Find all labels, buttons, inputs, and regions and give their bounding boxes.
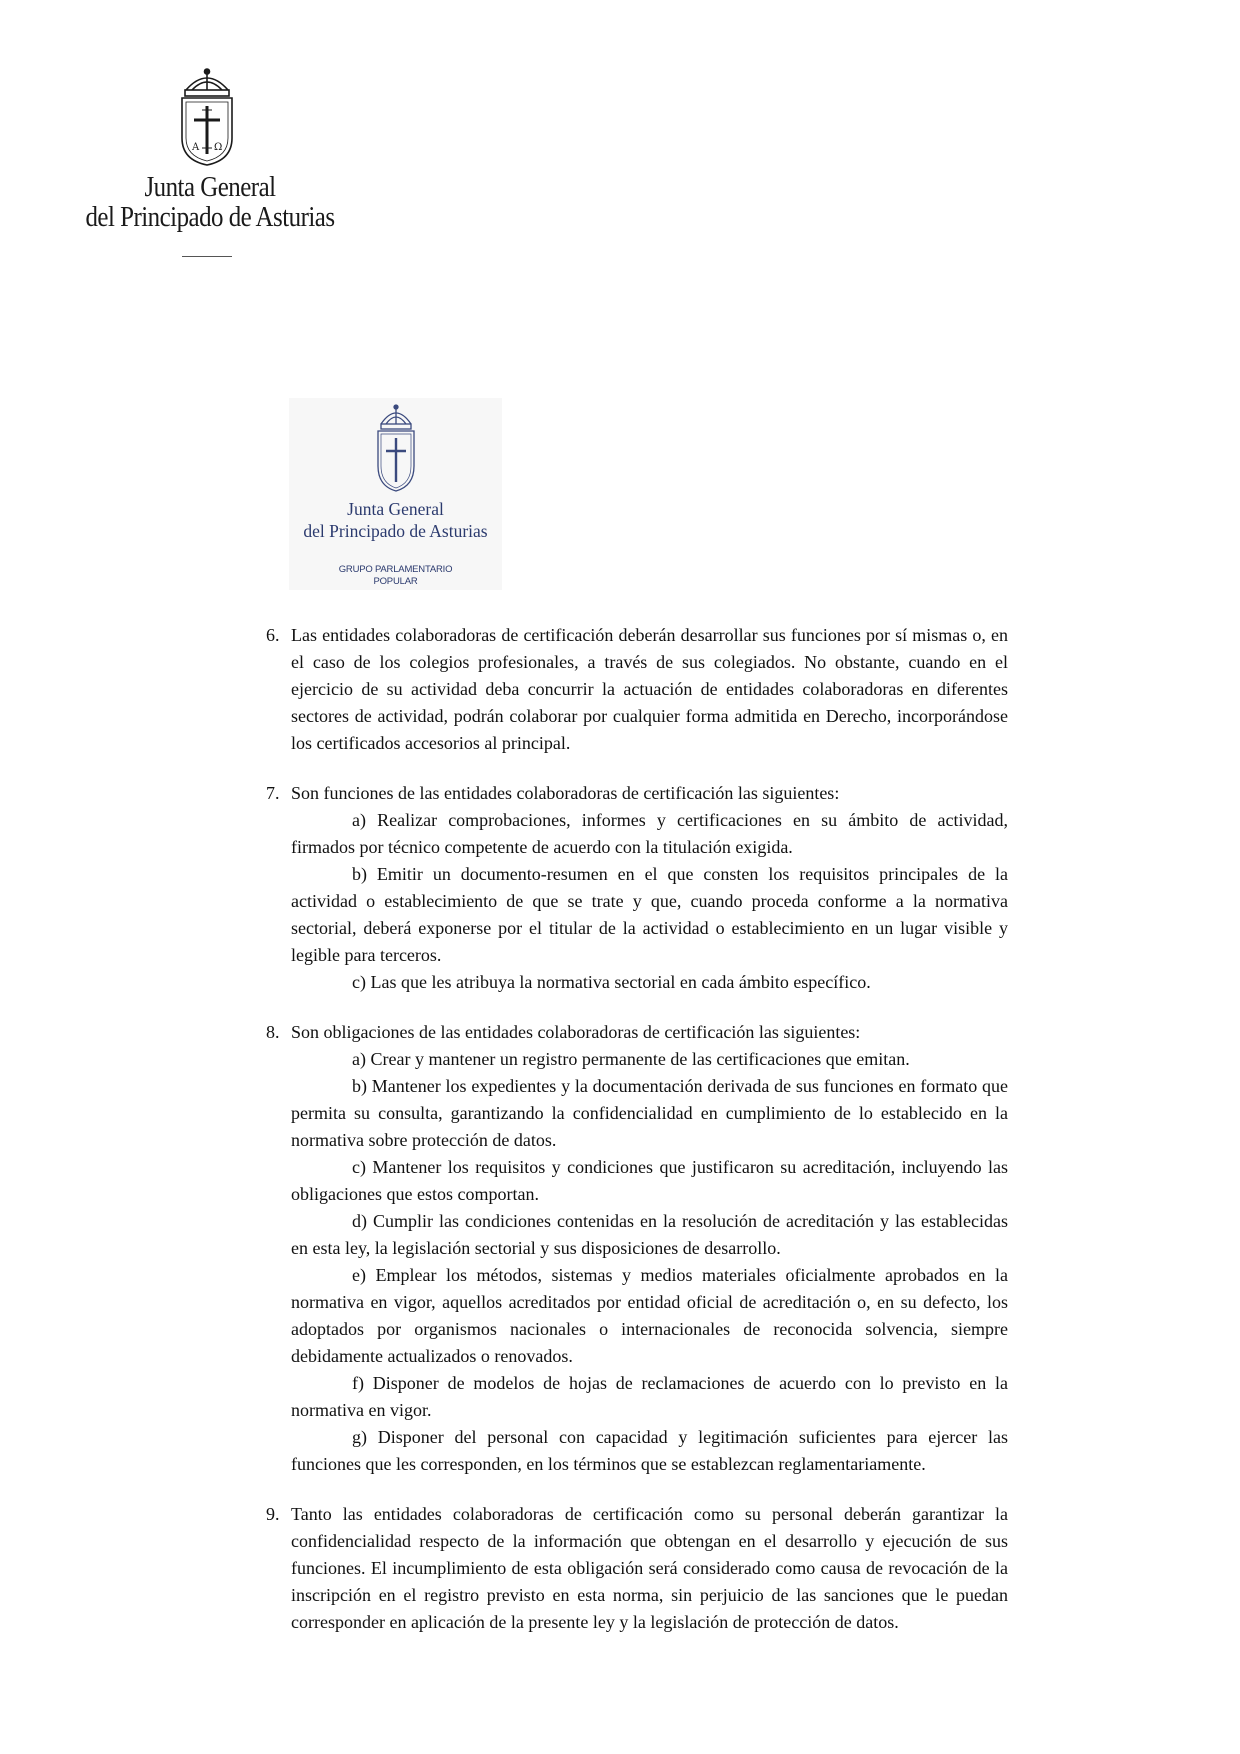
numbered-item-6 bbox=[266, 622, 1008, 757]
subitem-b: b) Mantener los expedientes y la documentación derivada de sus funciones en formato que permita su consulta, garantizando la confidencialidad en cumplimiento de lo establecido en la normativa sobre protección de datos. bbox=[291, 1076, 1008, 1150]
institution-name-line2: del Principado de Asturias bbox=[85, 201, 335, 233]
subitem-d: d) Cumplir las condiciones contenidas en la resolución de acreditación y las establecidas en esta ley, la legislación sectorial y sus disposiciones de desarrollo. bbox=[291, 1211, 1008, 1258]
item-number: 9. bbox=[266, 1504, 280, 1524]
subitem-c: c) Las que les atribuya la normativa sectorial en cada ámbito específico. bbox=[352, 972, 871, 992]
group-subtitle bbox=[289, 564, 502, 588]
svg-text:A: A bbox=[192, 142, 200, 153]
numbered-item-8 bbox=[266, 1019, 1008, 1478]
subitem-b: b) Emitir un documento-resumen en el que consten los requisitos principales de la actividad o establecimiento de que se trate y que, cuando proceda conforme a la normativa sectorial, deberá exponerse por el titular de la actividad o establecimiento en un lugar visible y legible para terceros. bbox=[291, 864, 1008, 965]
item-number: 6. bbox=[266, 625, 280, 645]
group-logo bbox=[289, 398, 502, 590]
document-body bbox=[266, 622, 1008, 1636]
numbered-item-9 bbox=[266, 1501, 1008, 1636]
numbered-item-7 bbox=[266, 780, 1008, 996]
group-line2: del Principado de Asturias bbox=[303, 521, 488, 541]
item-intro: Son obligaciones de las entidades colaboradoras de certificación las siguientes: bbox=[291, 1022, 861, 1042]
item-intro: Son funciones de las entidades colaboradoras de certificación las siguientes: bbox=[291, 783, 840, 803]
subitem-c: c) Mantener los requisitos y condiciones que justificaron su acreditación, incluyendo las obligaciones que estos comportan. bbox=[291, 1157, 1008, 1204]
coat-of-arms-icon bbox=[373, 404, 419, 494]
institution-name bbox=[81, 172, 339, 232]
item-text: Tanto las entidades colaboradoras de certificación como su personal deberán garantizar la confidencialidad respecto de la información que obtengan en el desarrollo y ejecución de sus funciones. El incumplimiento de esta obligación será considerado como causa de revocación de la inscripción en el registro previsto en esta norma, sin perjuicio de las sanciones que le puedan corresponder en aplicación de la presente ley y la legislación de protección de datos. bbox=[291, 1504, 1008, 1632]
subitem-a: a) Crear y mantener un registro permanente de las certificaciones que emitan. bbox=[352, 1049, 910, 1069]
institution-name-line1: Junta General bbox=[144, 171, 276, 203]
item-number: 7. bbox=[266, 783, 280, 803]
item-number: 8. bbox=[266, 1022, 280, 1042]
group-sub1: GRUPO PARLAMENTARIO bbox=[338, 564, 453, 575]
group-line1: Junta General bbox=[347, 499, 444, 519]
item-text: Las entidades colaboradoras de certificación deberán desarrollar sus funciones por sí mismas o, en el caso de los colegios profesionales, a través de sus colegiados. No obstante, cuando en el ejercicio de su actividad deba concurrir la actuación de entidades colaboradoras en diferentes sectores de actividad, podrán colaborar por cualquier forma admitida en Derecho, incorporándose los certificados accesorios al principal. bbox=[291, 625, 1008, 753]
group-institution-name bbox=[289, 498, 502, 542]
subitem-e: e) Emplear los métodos, sistemas y medios materiales oficialmente aprobados en la normativa en vigor, aquellos acreditados por entidad oficial de acreditación o, en su defecto, los adoptados por organismos nacionales o internacionales de reconocida solvencia, siempre debidamente actualizados o renovados. bbox=[291, 1265, 1008, 1366]
subitem-f: f) Disponer de modelos de hojas de reclamaciones de acuerdo con lo previsto en la normativa en vigor. bbox=[291, 1373, 1008, 1420]
group-sub2: POPULAR bbox=[373, 576, 418, 587]
svg-text:Ω: Ω bbox=[214, 142, 223, 153]
coat-of-arms-icon bbox=[172, 68, 242, 168]
header-divider bbox=[182, 256, 232, 257]
subitem-g: g) Disponer del personal con capacidad y legitimación suficientes para ejercer las funciones que les corresponden, en los términos que se establezcan reglamentariamente. bbox=[291, 1427, 1008, 1474]
subitem-a: a) Realizar comprobaciones, informes y certificaciones en su ámbito de actividad, firmados por técnico competente de acuerdo con la titulación exigida. bbox=[291, 810, 1008, 857]
